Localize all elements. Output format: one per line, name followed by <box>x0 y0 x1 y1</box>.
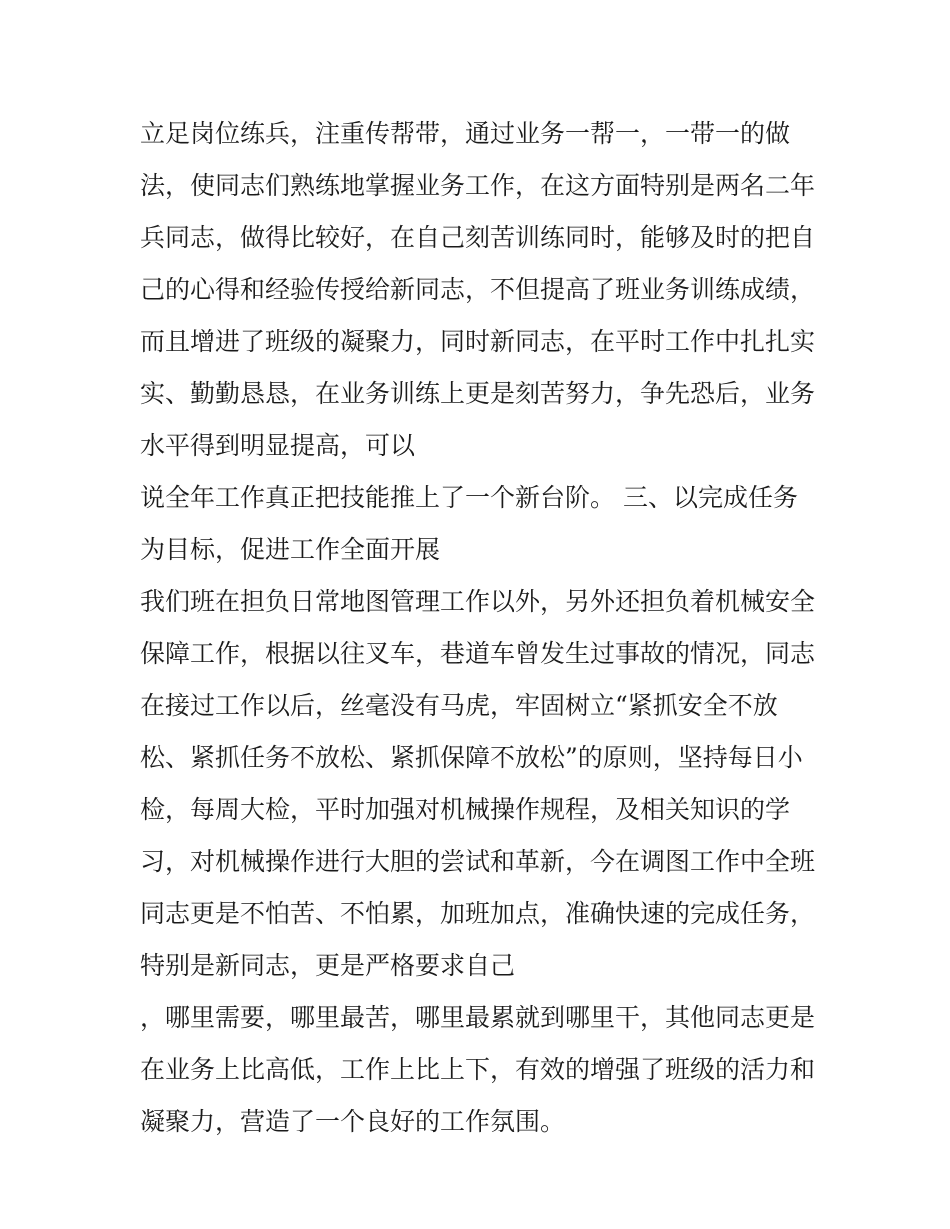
text-line: 同志更是不怕苦、不怕累，加班加点，准确快速的完成任务， <box>140 899 816 928</box>
text-line: 凝聚力，营造了一个良好的工作氛围。 <box>140 1107 566 1136</box>
text-line: 保障工作，根据以往叉车，巷道车曾发生过事故的情况，同志 <box>140 639 816 668</box>
text-line: 己的心得和经验传授给新同志，不但提高了班业务训练成绩， <box>140 275 816 304</box>
text-line: 而且增进了班级的凝聚力，同时新同志，在平时工作中扎扎实 <box>140 327 816 356</box>
text-line: 法，使同志们熟练地掌握业务工作，在这方面特别是两名二年 <box>140 171 816 200</box>
body-text <box>140 108 820 1148</box>
text-line: 检，每周大检，平时加强对机械操作规程，及相关知识的学 <box>140 795 791 824</box>
text-line: 说全年工作真正把技能推上了一个新台阶。 三、以完成任务 <box>140 483 798 512</box>
text-line: 立足岗位练兵，注重传帮带，通过业务一帮一，一带一的做 <box>140 119 791 148</box>
text-line: ，哪里需要，哪里最苦，哪里最累就到哪里干，其他同志更是 <box>140 1003 816 1032</box>
text-line: 松、紧抓任务不放松、紧抓保障不放松”的原则，坚持每日小 <box>140 743 803 772</box>
text-line: 为目标，促进工作全面开展 <box>140 535 441 564</box>
text-line: 兵同志，做得比较好，在自己刻苦训练同时，能够及时的把自 <box>140 223 816 252</box>
text-line: 在业务上比高低，工作上比上下，有效的增强了班级的活力和 <box>140 1055 816 1084</box>
text-line: 习，对机械操作进行大胆的尝试和革新，今在调图工作中全班 <box>140 847 816 876</box>
text-line: 水平得到明显提高，可以 <box>140 431 416 460</box>
text-line: 特别是新同志，更是严格要求自己 <box>140 951 516 980</box>
text-line: 在接过工作以后，丝毫没有马虎，牢固树立“紧抓安全不放 <box>140 691 778 720</box>
text-line: 我们班在担负日常地图管理工作以外，另外还担负着机械安全 <box>140 587 816 616</box>
text-line: 实、勤勤恳恳，在业务训练上更是刻苦努力，争先恐后，业务 <box>140 379 816 408</box>
